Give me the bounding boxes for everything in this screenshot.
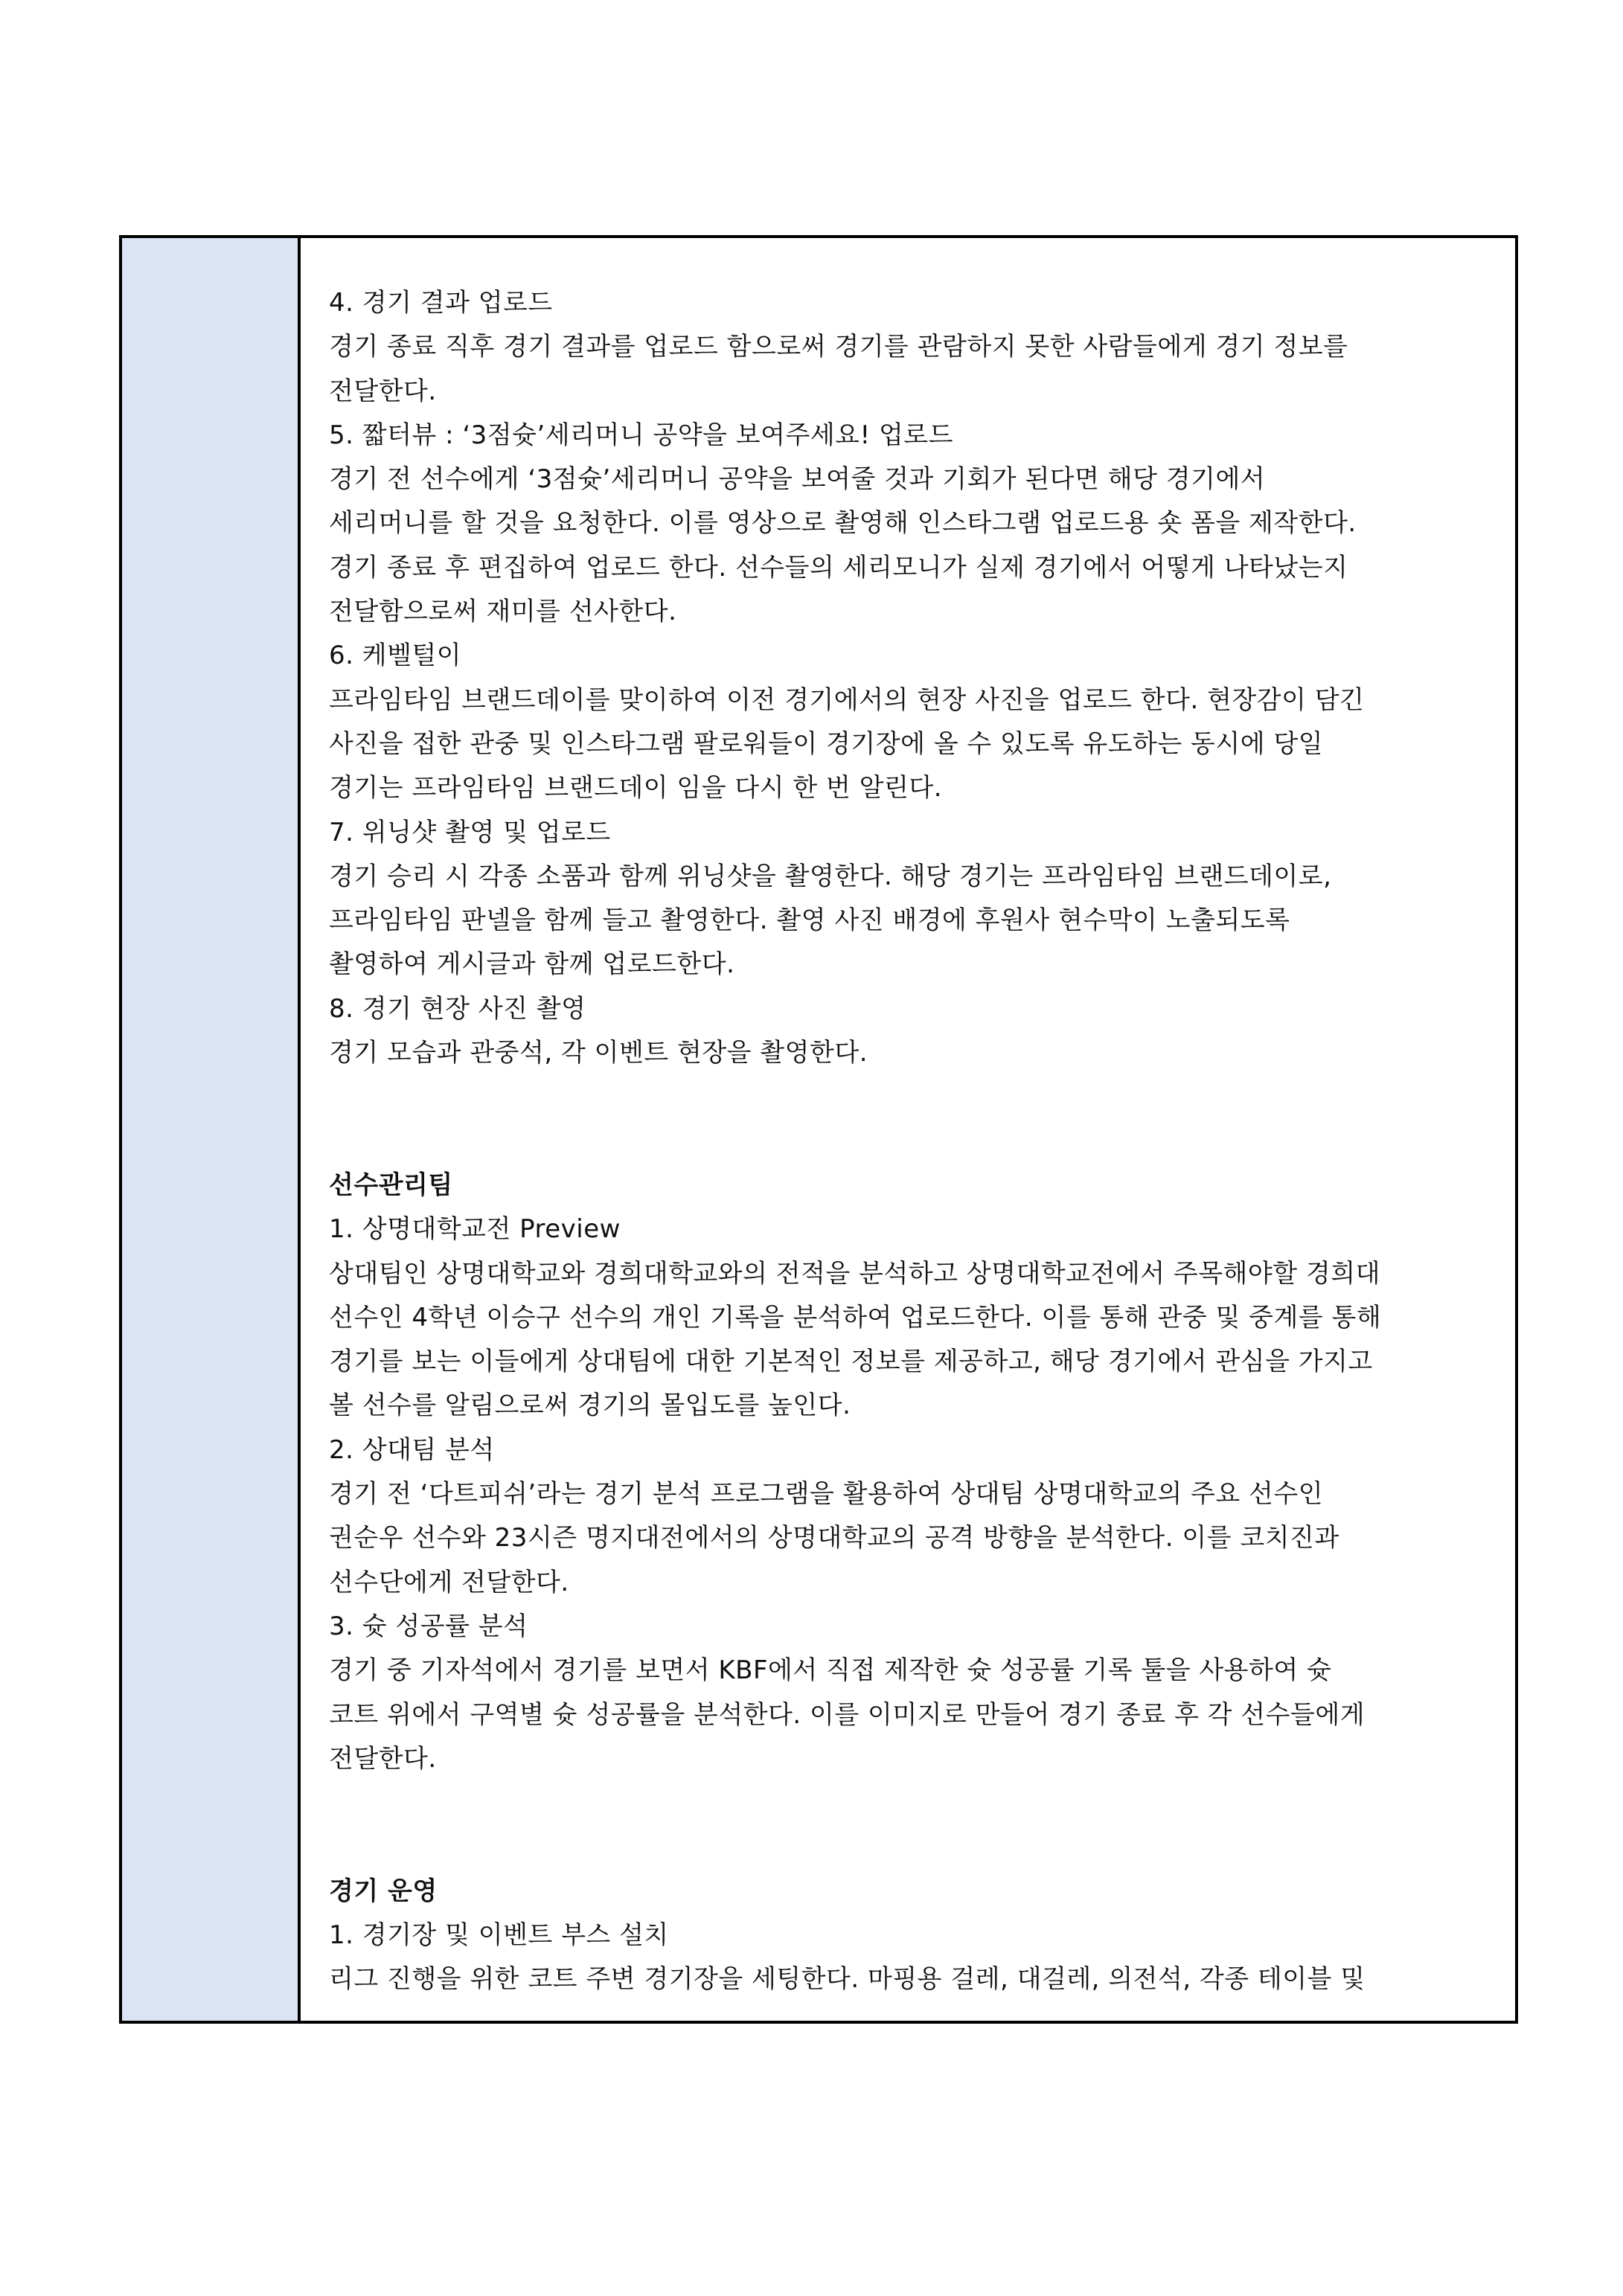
table-label-cell (122, 238, 301, 2021)
text-line: 경기 중 기자석에서 경기를 보면서 KBF에서 직접 제작한 슛 성공률 기록 툴을 사용하여 슛 (329, 1655, 1332, 1686)
text-line: 경기 모습과 관중석, 각 이벤트 현장을 촬영한다. (329, 1038, 868, 1068)
text-line: 경기 승리 시 각종 소품과 함께 위닝샷을 촬영한다. 해당 경기는 프라임타임 브랜드데이로, (329, 861, 1332, 891)
text-line: 볼 선수를 알림으로써 경기의 몰입도를 높인다. (329, 1391, 851, 1421)
text-line: 전달한다. (329, 1743, 437, 1774)
text-line: 2. 상대팀 분석 (329, 1434, 495, 1465)
text-line: 1. 경기장 및 이벤트 부스 설치 (329, 1920, 669, 1950)
text-line: 경기를 보는 이들에게 상대팀에 대한 기본적인 정보를 제공하고, 해당 경기에서 관심을 가지고 (329, 1347, 1373, 1377)
section-spacer (329, 1781, 1500, 1870)
text-line: 1. 상명대학교전 Preview (329, 1214, 621, 1245)
text-line: 프라임타임 브랜드데이를 맞이하여 이전 경기에서의 현장 사진을 업로드 한다. 현장감이 담긴 (329, 684, 1365, 715)
text-line: 촬영하여 게시글과 함께 업로드한다. (329, 949, 735, 980)
text-line: 8. 경기 현장 사진 촬영 (329, 993, 586, 1024)
section-sns-team (329, 281, 1500, 1075)
section-heading: 선수관리팀 (329, 1170, 453, 1200)
table-content-cell (301, 238, 1515, 2021)
text-line: 리그 진행을 위한 코트 주변 경기장을 세팅한다. 마핑용 걸레, 대걸레, 의전석, 각종 테이블 및 (329, 1964, 1366, 1995)
document-table (119, 235, 1518, 2024)
text-line: 상대팀인 상명대학교와 경희대학교와의 전적을 분석하고 상명대학교전에서 주목해야할 경희대 (329, 1258, 1380, 1289)
text-line: 전달함으로써 재미를 선사한다. (329, 597, 677, 627)
text-line: 7. 위닝샷 촬영 및 업로드 (329, 817, 611, 847)
text-line: 경기 전 ‘다트피쉬’라는 경기 분석 프로그램을 활용하여 상대팀 상명대학교의 주요 선수인 (329, 1479, 1324, 1510)
text-line: 6. 케벨털이 (329, 641, 462, 671)
section-game-operation (329, 1870, 1500, 2002)
section-player-management (329, 1164, 1500, 1781)
text-line: 코트 위에서 구역별 슛 성공률을 분석한다. 이를 이미지로 만들어 경기 종료 후 각 선수들에게 (329, 1699, 1366, 1730)
text-line: 경기 종료 직후 경기 결과를 업로드 함으로써 경기를 관람하지 못한 사람들에게 경기 정보를 (329, 332, 1348, 362)
text-line: 3. 슛 성공률 분석 (329, 1611, 528, 1641)
text-line: 선수인 4학년 이승구 선수의 개인 기록을 분석하여 업로드한다. 이를 통해 관중 및 중계를 통해 (329, 1302, 1382, 1333)
text-line: 프라임타임 판넬을 함께 들고 촬영한다. 촬영 사진 배경에 후원사 현수막이 노출되도록 (329, 905, 1290, 936)
text-line: 전달한다. (329, 376, 437, 406)
text-line: 사진을 접한 관중 및 인스타그램 팔로워들이 경기장에 올 수 있도록 유도하는 동시에 당일 (329, 728, 1324, 759)
text-line: 경기 종료 후 편집하여 업로드 한다. 선수들의 세리모니가 실제 경기에서 어떻게 나타났는지 (329, 552, 1348, 583)
text-line: 5. 짧터뷰 : ‘3점슛’세리머니 공약을 보여주세요! 업로드 (329, 420, 953, 450)
text-line: 권순우 선수와 23시즌 명지대전에서의 상명대학교의 공격 방향을 분석한다. 이를 코치진과 (329, 1523, 1339, 1553)
text-line: 경기 전 선수에게 ‘3점슛’세리머니 공약을 보여줄 것과 기회가 된다면 해당 경기에서 (329, 464, 1266, 495)
text-line: 세리머니를 할 것을 요청한다. 이를 영상으로 촬영해 인스타그램 업로드용 숏 폼을 제작한다. (329, 508, 1357, 539)
text-line: 경기는 프라임타임 브랜드데이 임을 다시 한 번 알린다. (329, 773, 943, 804)
text-line: 4. 경기 결과 업로드 (329, 288, 553, 318)
section-spacer (329, 1075, 1500, 1164)
text-line: 선수단에게 전달한다. (329, 1567, 569, 1597)
section-heading: 경기 운영 (329, 1876, 438, 1906)
